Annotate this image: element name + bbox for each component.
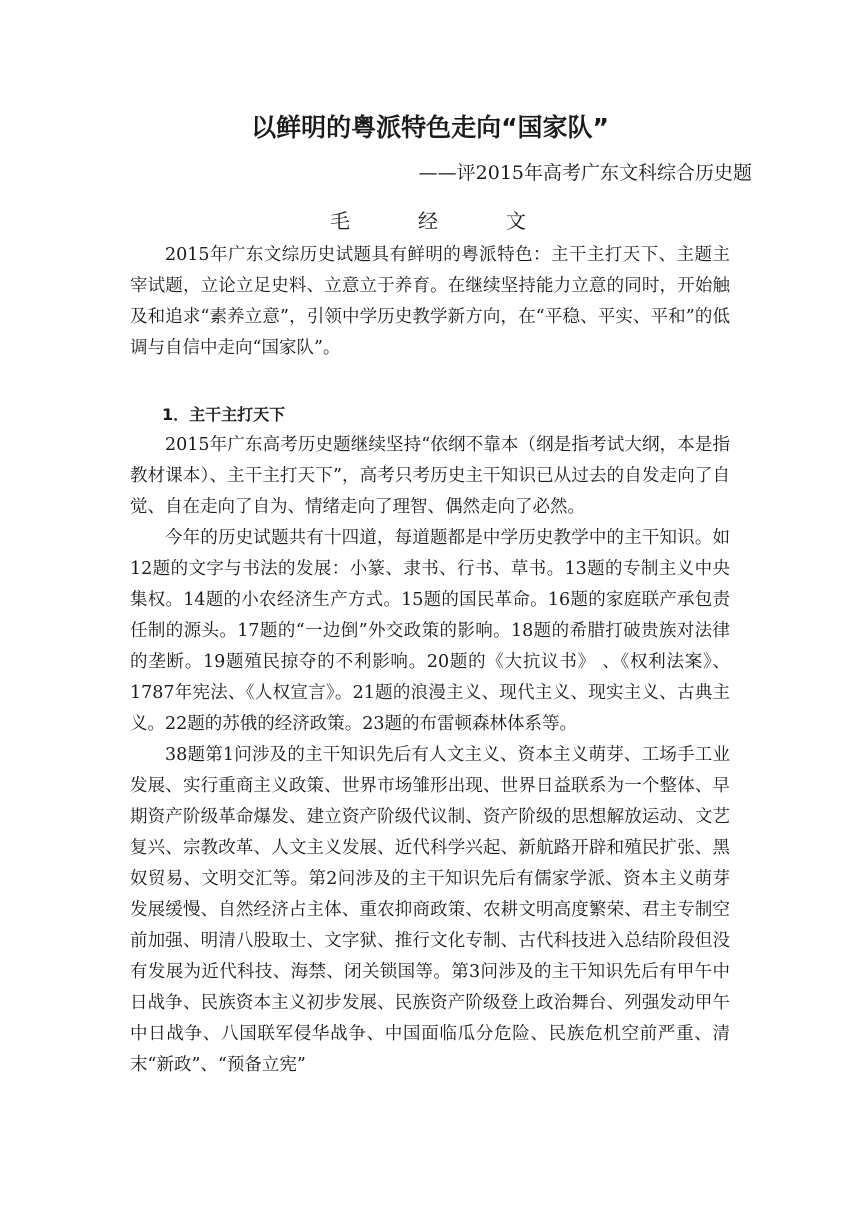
intro-paragraph: 2015年广东文综历史试题具有鲜明的粤派特色：主干主打天下、主题主宰试题，立论立足史料、立意立于养育。在继续坚持能力立意的同时，开始触及和追求“素养立意”，引领中学历史教学新方向，在“平稳、平实、平和”的低调与自信中走向“国家队”。 — [130, 245, 730, 358]
document-title: 以鲜明的粤派特色走向“国家队” — [251, 113, 609, 142]
intro-section — [130, 240, 730, 364]
body-paragraph-2: 今年的历史试题共有十四道，每道题都是中学历史教学中的主干知识。如12题的文字与书法的发展：小篆、隶书、行书、草书。13题的专制主义中央集权。14题的小农经济生产方式。15题的国民革命。16题的家庭联产承包责任制的源头。17题的“一边倒”外交政策的影响。18题的希腊打破贵族对法律的垄断。19题殖民掠夺的不利影响。20题的《大抗议书》 、《权利法案》、1787年宪法、《人权宣言》。21题的浪漫主义、现代主义、现实主义、古典主义。22题的苏俄的经济政策。23题的布雷顿森林体系等。 — [130, 528, 730, 734]
section-heading: 1．主干主打天下 — [162, 405, 286, 424]
body-paragraph-3: 38题第1问涉及的主干知识先后有人文主义、资本主义萌芽、工场手工业发展、实行重商主义政策、世界市场雏形出现、世界日益联系为一个整体、早期资产阶级革命爆发、建立资产阶级代议制、资产阶级的思想解放运动、文艺复兴、宗教改革、人文主义发展、近代科学兴起、新航路开辟和殖民扩张、黑奴贸易、文明交汇等。第2问涉及的主干知识先后有儒家学派、资本主义萌芽发展缓慢、自然经济占主体、重农抑商政策、农耕文明高度繁荣、君主专制空前加强、明清八股取士、文字狱、推行文化专制、古代科技进入总结阶段但没有发展为近代科技、海禁、闭关锁国等。第3问涉及的主干知识先后有甲午中日战争、民族资本主义初步发展、民族资产阶级登上政治舞台、列强发动甲午中日战争、八国联军侵华战争、中国面临瓜分危险、民族危机空前严重、清末“新政”、“预备立宪” — [130, 745, 730, 1075]
main-body — [130, 430, 730, 1081]
document-subtitle: ——评2015年高考广东文科综合历史题 — [418, 162, 752, 184]
author-name: 毛 经 文 — [330, 209, 550, 233]
body-paragraph-1: 2015年广东高考历史题继续坚持“依纲不靠本（纲是指考试大纲，本是指教材课本）、主干主打天下”，高考只考历史主干知识已从过去的自发走向了自觉、自在走向了自为、情绪走向了理智、偶然走向了必然。 — [130, 435, 730, 517]
